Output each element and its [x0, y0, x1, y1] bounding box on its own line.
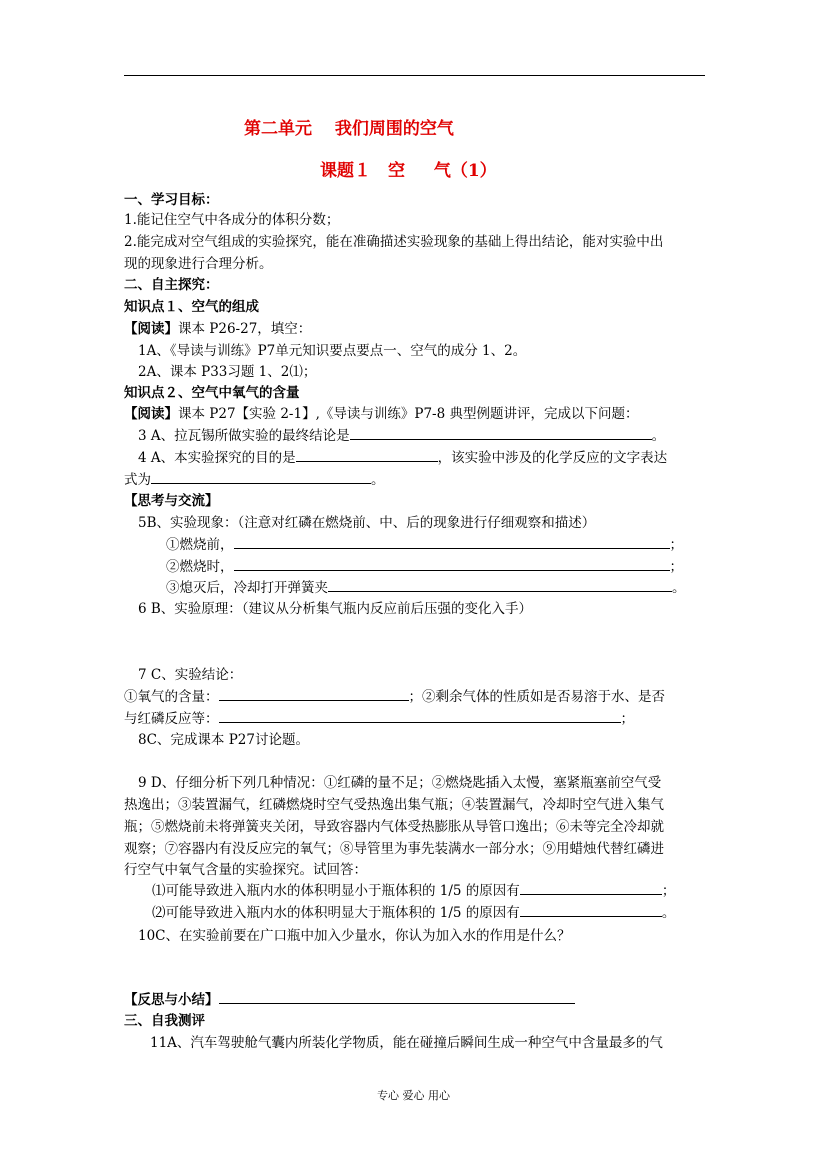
- punct: 。: [672, 580, 686, 596]
- goal-1: 1.能记住空气中各成分的体积分数；: [124, 212, 340, 228]
- question-4-mid: ，该实验中涉及的化学反应的文字表达: [437, 450, 668, 466]
- goal-2-line2: 现的现象进行合理分析。: [124, 256, 273, 272]
- answer-blank[interactable]: [350, 427, 652, 440]
- read-2: [124, 405, 639, 423]
- q7-2-label: 与红磷反应等：: [124, 711, 219, 727]
- answer-blank[interactable]: [219, 710, 621, 723]
- punct: 。: [371, 472, 385, 488]
- question-4-line1: [138, 449, 667, 467]
- reflection-line: [124, 991, 575, 1009]
- reflection-heading: 【反思与小结】: [124, 992, 219, 1008]
- section-heading-selftest: 三、自我测评: [124, 1013, 205, 1029]
- q7-1-label: ①氧气的含量：: [124, 689, 219, 705]
- answer-blank[interactable]: [234, 558, 670, 571]
- punct: ；: [669, 537, 683, 553]
- q9-1-label: ⑴可能导致进入瓶内水的体积明显小于瓶体积的 1/5 的原因有: [152, 883, 520, 899]
- punct: ；: [669, 559, 683, 575]
- unit-title: 第二单元 我们周围的空气: [244, 119, 454, 139]
- question-11: 11A、汽车驾驶舱气囊内所装化学物质，能在碰撞后瞬间生成一种空气中含量最多的气: [150, 1035, 663, 1051]
- header-rule: [124, 75, 705, 76]
- section-heading-goals: 一、学习目标：: [124, 192, 219, 208]
- question-5-1: [166, 536, 683, 554]
- question-7-1: [124, 688, 665, 706]
- q5-2-label: ②燃烧时，: [166, 559, 234, 575]
- question-9-line4: 观察；⑦容器内有没反应完的氧气；⑧导管里为事先装满水一部分水；⑨用蜡烛代替红磷进: [124, 841, 664, 857]
- question-9-line5: 行空气中氧气含量的实验探究。试回答：: [124, 862, 367, 878]
- read-1: [124, 320, 311, 338]
- punct: 。: [661, 905, 676, 921]
- question-5-3: [166, 579, 686, 597]
- q5-3-label: ③熄灭后，冷却打开弹簧夹: [166, 580, 328, 596]
- question-2: 2A、课本 P33习题 1、2⑴；: [138, 364, 317, 380]
- question-6: 6 B、实验原理：（建议从分析集气瓶内反应前后压强的变化入手）: [138, 601, 533, 617]
- question-4-text2: 式为: [124, 472, 151, 488]
- knowledge-point-2: 知识点２、空气中氧气的含量: [124, 385, 300, 401]
- read-1-text: 课本 P26-27，填空：: [178, 321, 312, 337]
- read-2-text: 课本 P27【实验 2-1】,《导读与训练》P7-8 典型例题讲评，完成以下问题：: [178, 406, 639, 422]
- q7-1-rest: ；②剩余气体的性质如是否易溶于水、是否: [408, 689, 665, 705]
- question-5-2: [166, 558, 683, 576]
- answer-blank[interactable]: [219, 688, 409, 701]
- read-tag: 【阅读】: [124, 321, 178, 337]
- question-3: [138, 427, 665, 445]
- answer-blank[interactable]: [219, 991, 575, 1004]
- punct: ；: [661, 883, 676, 899]
- question-9-line3: 瓶；⑤燃烧前未将弹簧夹关闭，导致容器内气体受热膨胀从导管口逸出；⑥未等完全冷却就: [124, 819, 664, 835]
- question-4-text: 4 A、本实验探究的目的是: [138, 450, 296, 466]
- punct: ；: [620, 711, 634, 727]
- punct: 。: [651, 428, 666, 444]
- answer-blank[interactable]: [234, 536, 670, 549]
- question-9-1: [152, 882, 675, 900]
- question-10: 10C、在实验前要在广口瓶中加入少量水，你认为加入水的作用是什么？: [138, 928, 571, 944]
- question-9-line1: 9 D、仔细分析下列几种情况：①红磷的量不足；②燃烧匙插入太慢，塞紧瓶塞前空气受: [138, 775, 662, 791]
- question-9-line2: 热逸出；③装置漏气，红磷燃烧时空气受热逸出集气瓶；④装置漏气，冷却时空气进入集气: [124, 797, 664, 813]
- q9-2-label: ⑵可能导致进入瓶内水的体积明显大于瓶体积的 1/5 的原因有: [152, 905, 520, 921]
- answer-blank[interactable]: [328, 579, 672, 592]
- read-tag: 【阅读】: [124, 406, 178, 422]
- lesson-title: 课题１ 空 气（1）: [320, 161, 497, 181]
- question-9-2: [152, 904, 675, 922]
- question-8: 8C、完成课本 P27讨论题。: [138, 732, 309, 748]
- question-5: 5B、实验现象：（注意对红磷在燃烧前、中、后的现象进行仔细观察和描述）: [138, 515, 596, 531]
- answer-blank[interactable]: [296, 449, 438, 462]
- question-7-2: [124, 710, 634, 728]
- question-3-text: 3 A、拉瓦锡所做实验的最终结论是: [138, 428, 350, 444]
- answer-blank[interactable]: [520, 904, 662, 917]
- question-7: 7 C、实验结论：: [138, 667, 243, 683]
- answer-blank[interactable]: [151, 471, 371, 484]
- goal-2-line1: 2.能完成对空气组成的实验探究，能在准确描述实验现象的基础上得出结论，能对实验中出: [124, 234, 664, 250]
- page-footer: 专心 爱心 用心: [377, 1089, 450, 1102]
- knowledge-point-1: 知识点１、空气的组成: [124, 299, 259, 315]
- question-1: 1A、《导读与训练》P7单元知识要点要点一、空气的成分 1、2。: [138, 343, 527, 359]
- section-heading-explore: 二、自主探究：: [124, 277, 219, 293]
- q5-1-label: ①燃烧前，: [166, 537, 234, 553]
- think-heading: 【思考与交流】: [124, 493, 219, 509]
- question-4-line2: [124, 471, 385, 489]
- answer-blank[interactable]: [520, 882, 662, 895]
